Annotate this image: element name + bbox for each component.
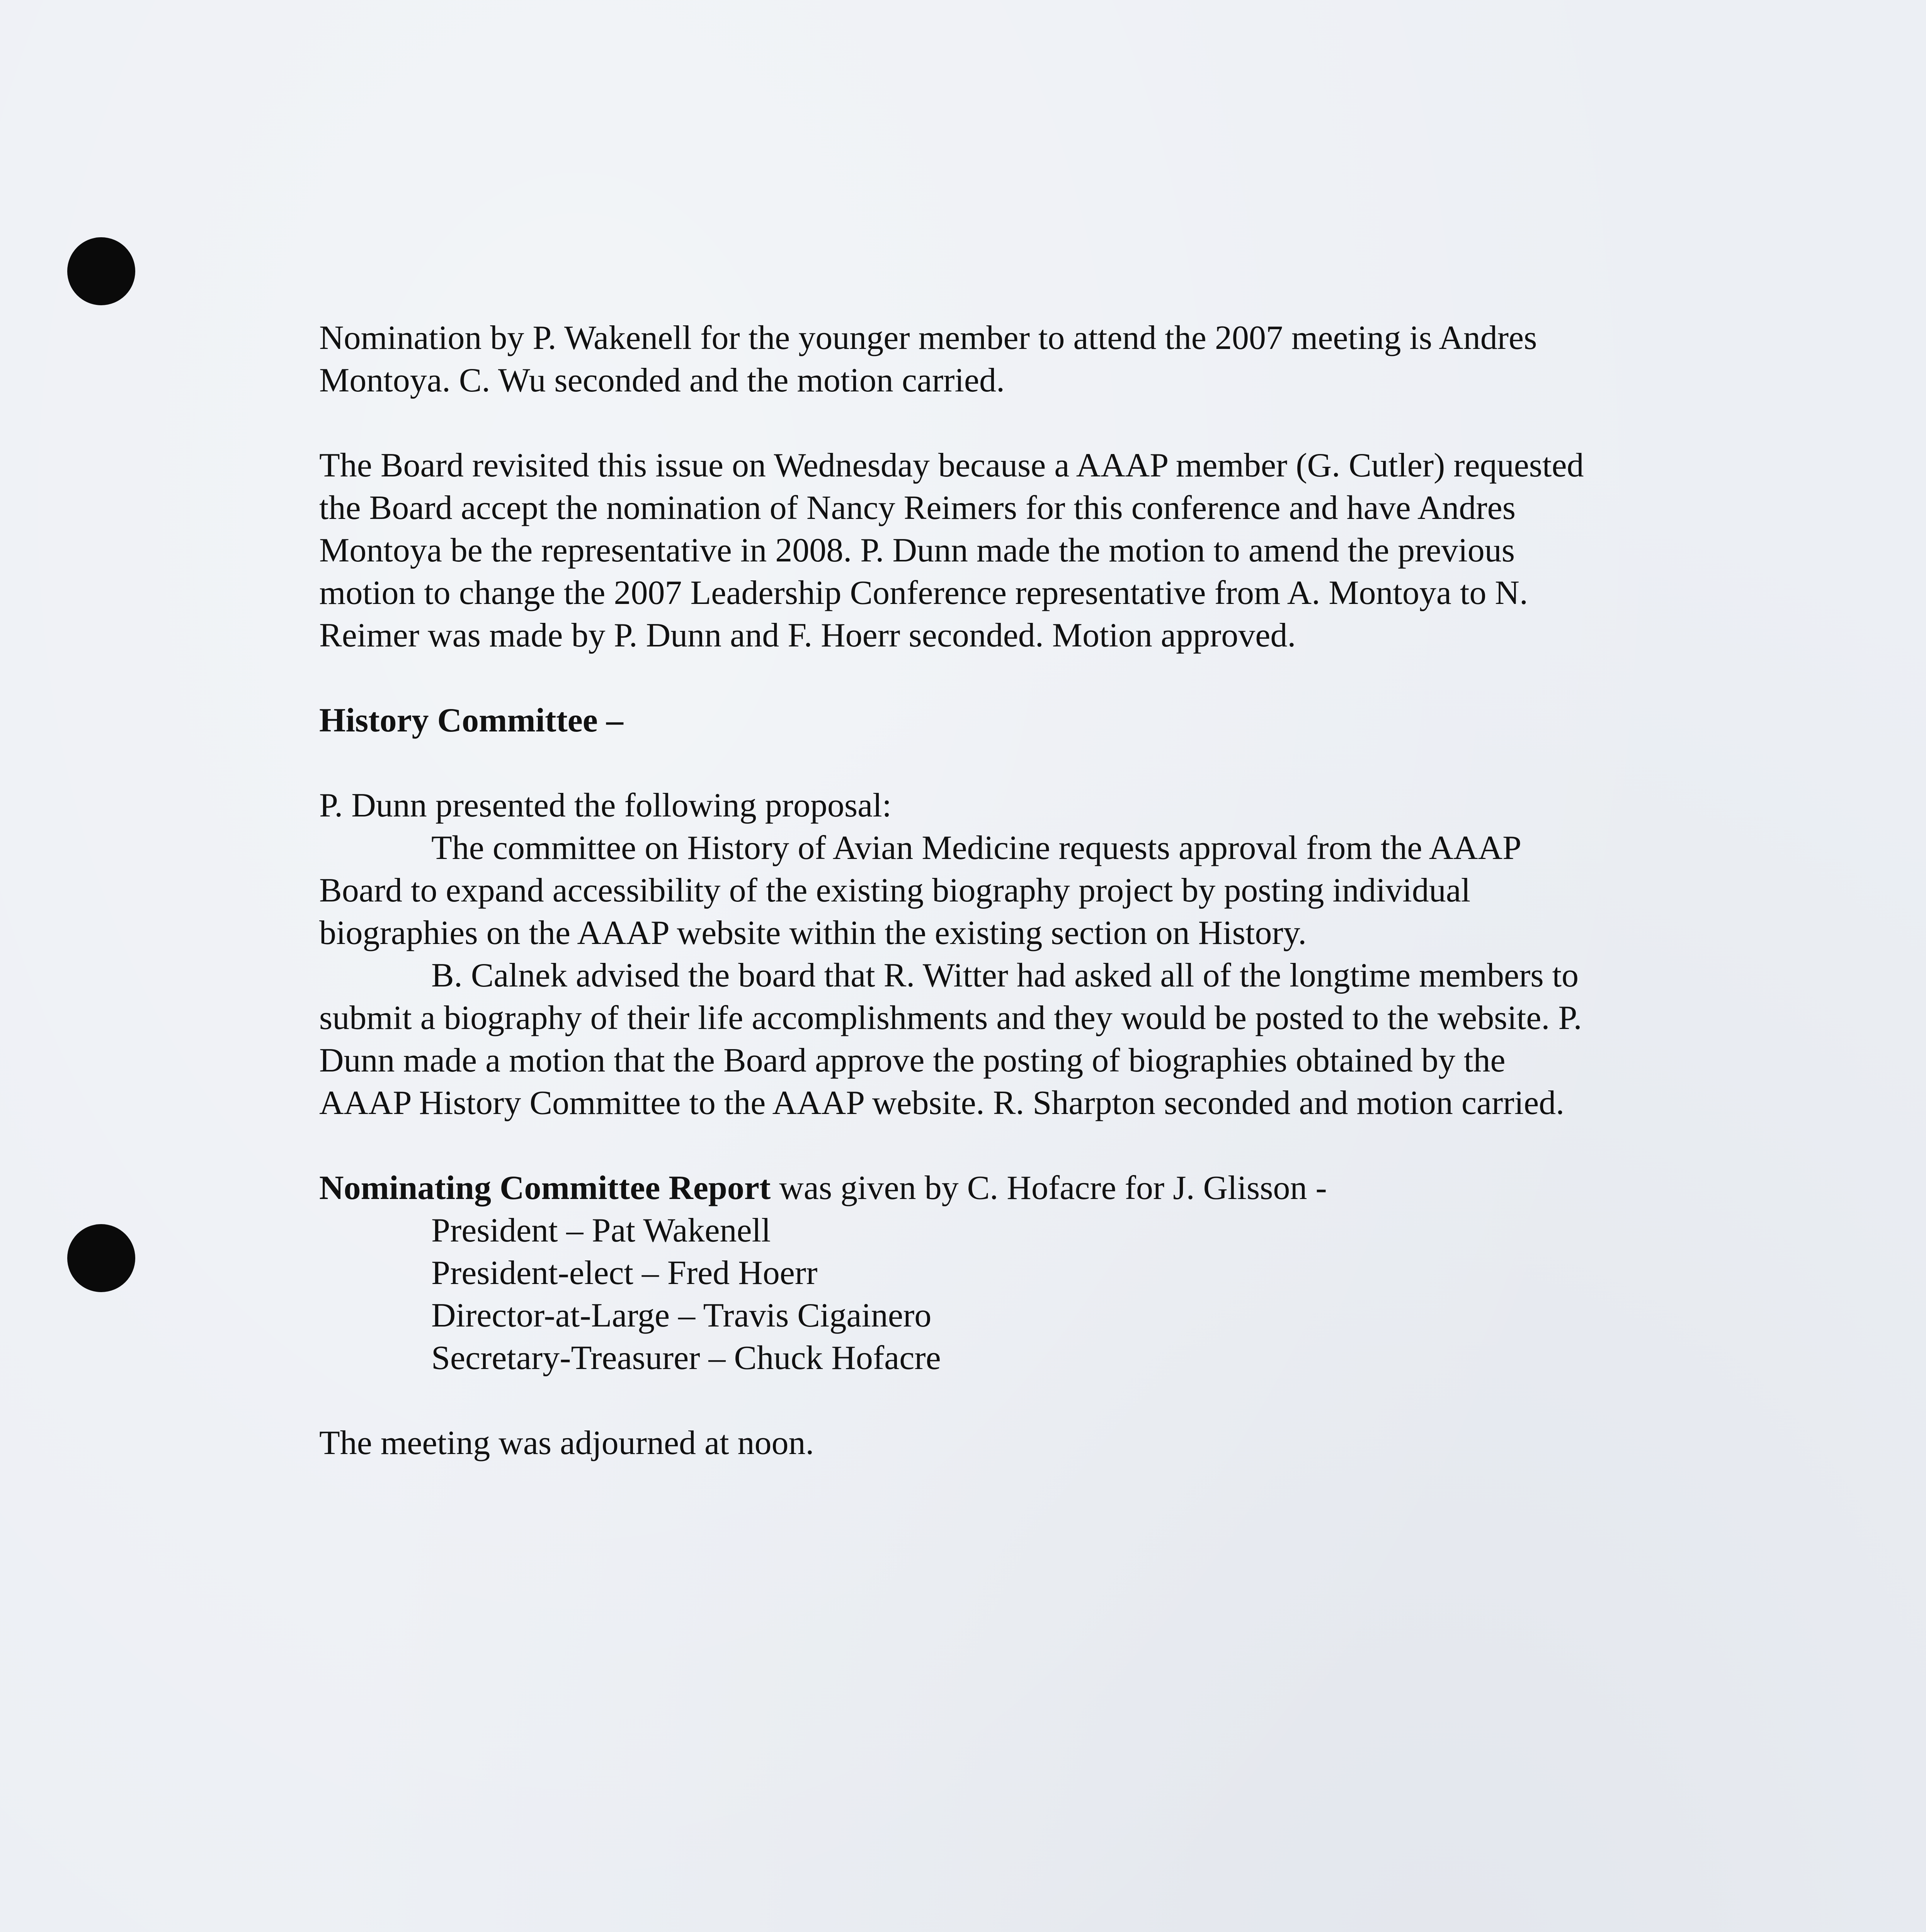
text-line: Nomination by P. Wakenell for the younger member to attend the 2007 meeting is Andres [319, 319, 1537, 357]
text-line: Reimer was made by P. Dunn and F. Hoerr seconded. Motion approved. [319, 617, 1296, 654]
text-line: submit a biography of their life accomplishments and they would be posted to the website. P. [319, 999, 1582, 1037]
text-line: biographies on the AAAP website within the existing section on History. [319, 914, 1307, 952]
officer-secretary-treasurer: Secretary-Treasurer – Chuck Hofacre [431, 1339, 941, 1377]
binder-hole-middle [67, 1224, 135, 1292]
text-line: The Board revisited this issue on Wednesday because a AAAP member (G. Cutler) requested [319, 447, 1584, 484]
text-line: AAAP History Committee to the AAAP website. R. Sharpton seconded and motion carried. [319, 1084, 1565, 1122]
text-line: The committee on History of Avian Medicine requests approval from the AAAP [431, 829, 1522, 867]
officer-director-at-large: Director-at-Large – Travis Cigainero [431, 1297, 932, 1334]
heading-suffix: – [597, 702, 623, 739]
text-line: P. Dunn presented the following proposal: [319, 787, 892, 824]
officer-list [319, 1209, 1710, 1379]
history-committee-intro [319, 784, 1710, 827]
text-line: Montoya be the representative in 2008. P. Dunn made the motion to amend the previous [319, 532, 1515, 569]
nominating-committee-heading [319, 1167, 1710, 1209]
text-line: motion to change the 2007 Leadership Conference representative from A. Montoya to N. [319, 574, 1528, 612]
board-revisited-paragraph [319, 444, 1710, 657]
section-heading: Nominating Committee Report [319, 1169, 771, 1207]
closing-paragraph [319, 1422, 1710, 1464]
text-line: Montoya. C. Wu seconded and the motion carried. [319, 362, 1005, 399]
nomination-paragraph [319, 317, 1710, 402]
history-committee-heading [319, 699, 1710, 742]
document-body [319, 317, 1710, 1464]
history-proposal-paragraph [319, 827, 1710, 954]
heading-suffix: was given by C. Hofacre for J. Glisson - [771, 1169, 1327, 1207]
section-heading: History Committee [319, 702, 598, 739]
text-line: The meeting was adjourned at noon. [319, 1424, 814, 1462]
text-line: the Board accept the nomination of Nancy Reimers for this conference and have Andres [319, 489, 1516, 527]
text-line: Dunn made a motion that the Board approve the posting of biographies obtained by the [319, 1042, 1506, 1079]
officer-president-elect: President-elect – Fred Hoerr [431, 1254, 818, 1292]
text-line: Board to expand accessibility of the existing biography project by posting individual [319, 872, 1471, 909]
binder-hole-top [67, 237, 135, 305]
text-line: B. Calnek advised the board that R. Witter had asked all of the longtime members to [431, 957, 1579, 994]
calnek-paragraph [319, 954, 1710, 1124]
officer-president: President – Pat Wakenell [431, 1212, 771, 1249]
